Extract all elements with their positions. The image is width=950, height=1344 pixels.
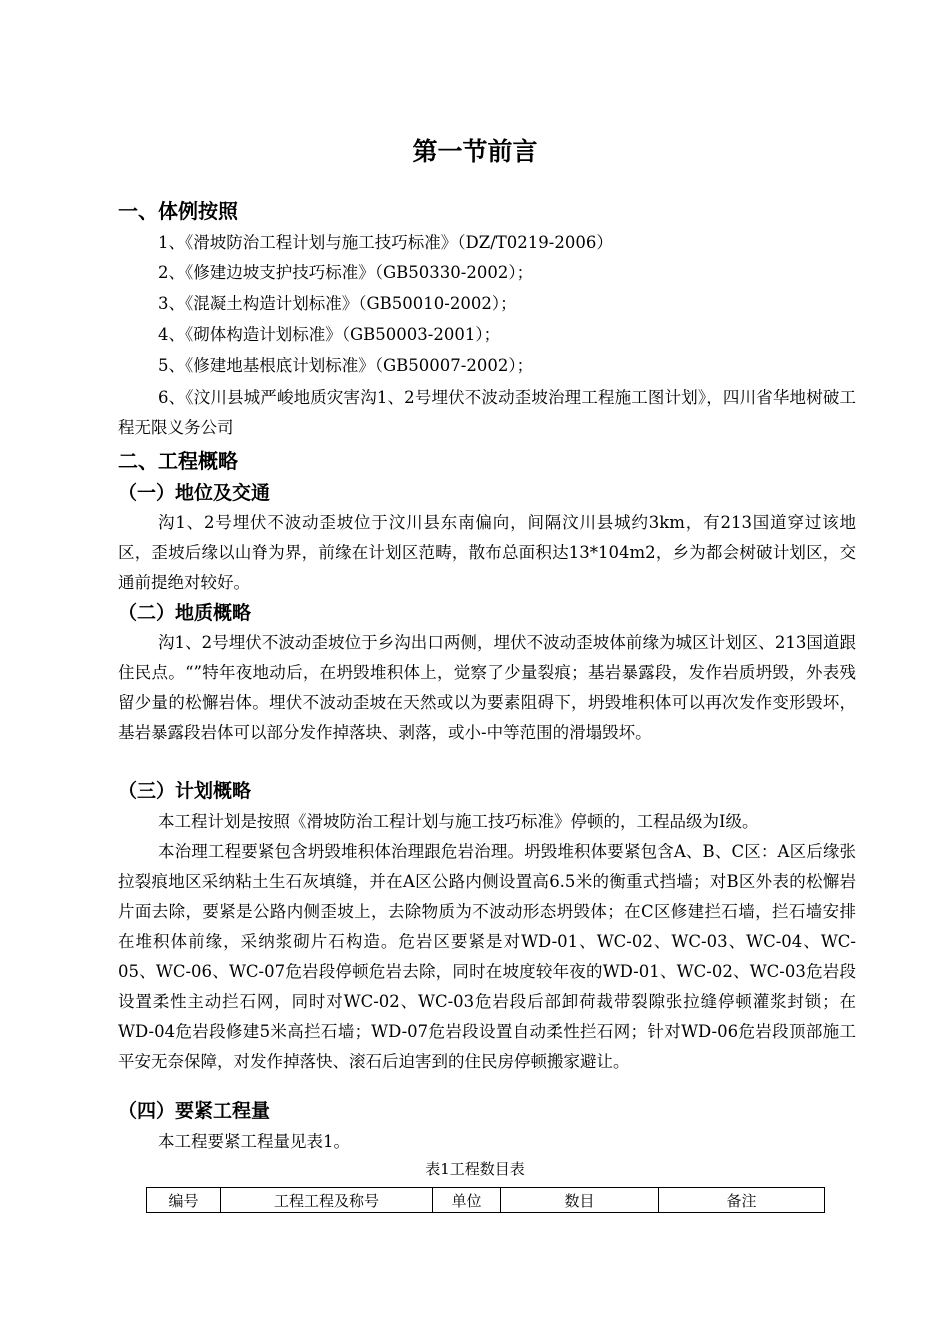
location-paragraph: 沟1、2号埋伏不波动歪坡位于汶川县东南偏向，间隔汶川县城约3km，有213国道穿过该地区，歪坡后缘以山脊为界，前缘在计划区范畴，散布总面积达13*104m2，乡为都会树破计划区，交通前提绝对较好。: [118, 513, 856, 592]
basis-item-1: 1、《滑坡防治工程计划与施工技巧标准》（DZ/T0219-2006）: [158, 233, 613, 252]
basis-item-3: 3、《混凝土构造计划标准》（GB50010-2002）；: [158, 294, 517, 313]
basis-item-4: 4、《砌体构造计划标准》（GB50003-2001）；: [158, 325, 501, 344]
header-quantity: 数目: [501, 1188, 659, 1213]
design-paragraph-1: 本工程计划是按照《滑坡防治工程计划与施工技巧标准》停顿的，工程品级为Ⅰ级。: [158, 812, 759, 831]
table-header-row: [147, 1188, 825, 1213]
subsection-heading-geology: （二）地质概略: [118, 602, 252, 624]
header-item-name: 工程工程及称号: [221, 1188, 433, 1213]
geology-paragraph: 沟1、2号埋伏不波动歪坡位于乡沟出口两侧，埋伏不波动歪坡体前缘为城区计划区、213国道跟住民点。“”特年夜地动后，在坍毁堆积体上，觉察了少量裂痕；基岩暴露段，发作岩质坍毁，外表残留少量的松懈岩体。埋伏不波动歪坡在天然或以为要素阻碍下，坍毁堆积体可以再次发作变形毁坏，基岩暴露段岩体可以部分发作掉落块、剥落，或小-中等范围的滑塌毁坏。: [118, 633, 856, 742]
subsection-heading-location: （一）地位及交通: [118, 482, 271, 504]
table-caption: 表1工程数目表: [425, 1160, 525, 1178]
quantities-paragraph: 本工程要紧工程量见表1。: [158, 1132, 350, 1151]
quantities-table: [146, 1187, 825, 1213]
section-heading-basis: 一、体例按照: [118, 199, 238, 223]
basis-item-5: 5、《修建地基根底计划标准》（GB50007-2002）；: [158, 356, 534, 375]
subsection-heading-quantities: （四）要紧工程量: [118, 1100, 271, 1122]
basis-item-2: 2、《修建边坡支护技巧标准》（GB50330-2002）；: [158, 263, 534, 282]
section-heading-overview: 二、工程概略: [118, 449, 238, 473]
design-paragraph-2: 本治理工程要紧包含坍毁堆积体治理跟危岩治理。坍毁堆积体要紧包含A、B、C区：A区后缘张拉裂痕地区采纳粘土生石灰填缝，并在A区公路内侧设置高6.5米的衡重式挡墙；对B区外表的松懈岩片面去除，要紧是公路内侧歪坡上，去除物质为不波动形态坍毁体；在C区修建拦石墙，拦石墙安排在堆积体前缘，采纳浆砌片石构造。危岩区要紧是对WD-01、WC-02、WC-03、WC-04、WC-05、WC-06、WC-07危岩段停顿危岩去除，同时在坡度较年夜的WD-01、WC-02、WC-03危岩段设置柔性主动拦石网，同时对WC-02、WC-03危岩段后部卸荷裁带裂隙张拉缝停顿灌浆封锁；在WD-04危岩段修建5米高拦石墙；WD-07危岩段设置自动柔性拦石网；针对WD-06危岩段顶部施工平安无奈保障，对发作掉落快、滚石后迫害到的住民房停顿搬家避让。: [118, 842, 856, 1071]
header-number: 编号: [147, 1188, 221, 1213]
page-title: 第一节前言: [412, 137, 538, 166]
subsection-heading-design: （三）计划概略: [118, 780, 252, 802]
header-remarks: 备注: [659, 1188, 825, 1213]
basis-item-6: 6、《汶川县城严峻地质灾害沟1、2号埋伏不波动歪坡治理工程施工图计划》，四川省华地树破工程无限义务公司: [118, 388, 856, 437]
header-unit: 单位: [433, 1188, 501, 1213]
